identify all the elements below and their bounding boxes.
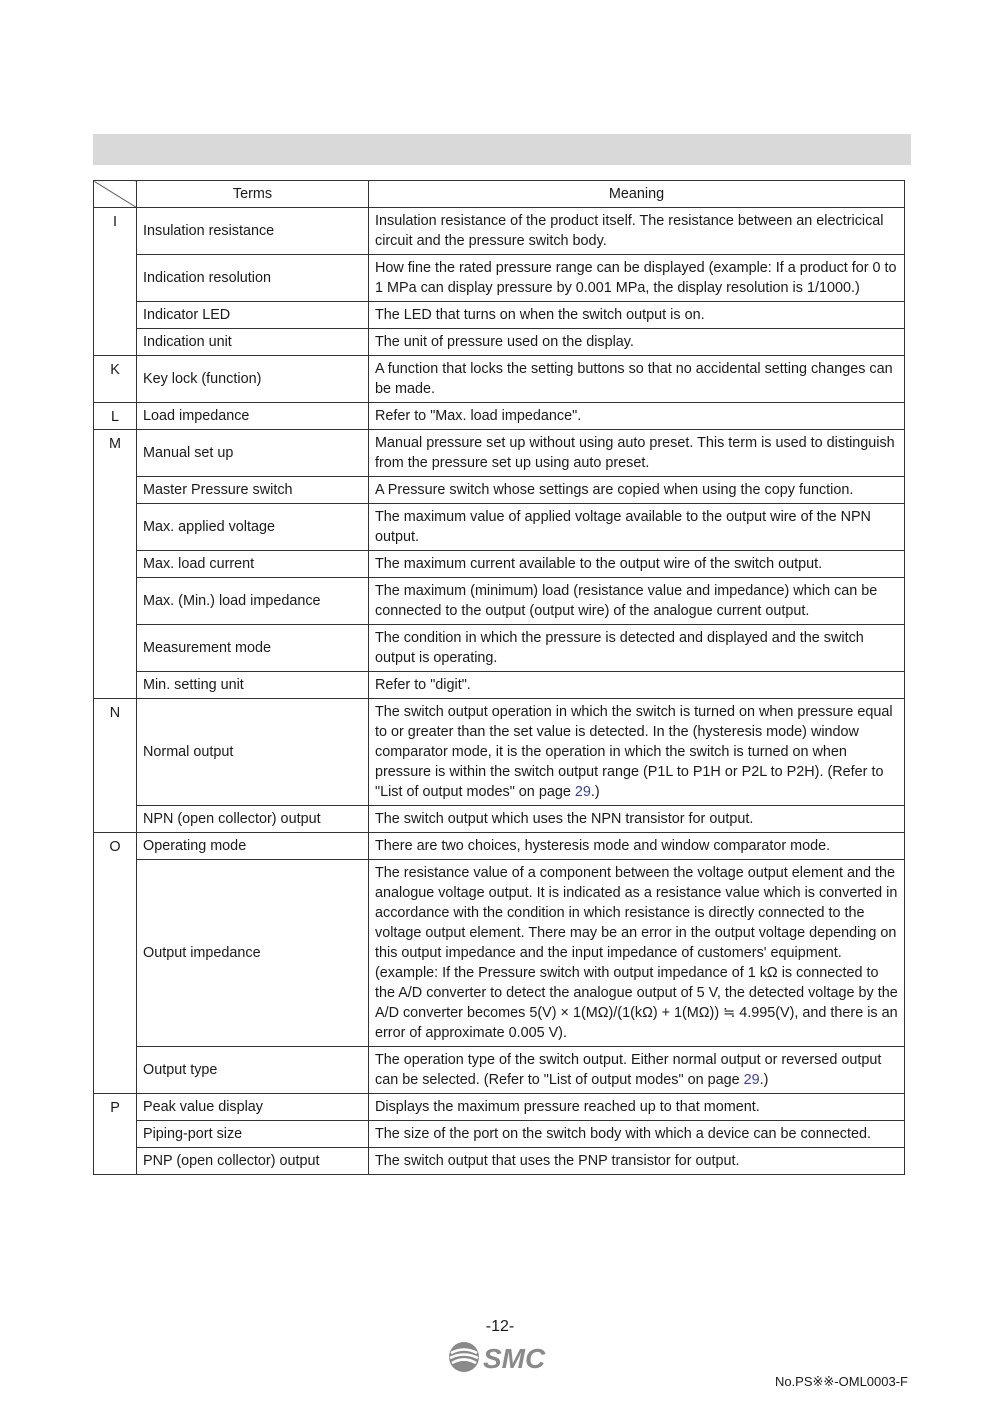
table-row	[94, 356, 905, 403]
table-row	[94, 806, 905, 833]
table-row	[94, 551, 905, 578]
meaning-text: The switch output that uses the PNP transistor for output.	[375, 1153, 740, 1169]
table-row	[94, 208, 905, 255]
term-cell: Min. setting unit	[137, 672, 369, 699]
meaning-cell	[369, 551, 905, 578]
table-row	[94, 430, 905, 477]
meaning-text: A function that locks the setting buttons so that no accidental setting changes can be made.	[375, 361, 893, 397]
meaning-cell	[369, 302, 905, 329]
term-cell: Master Pressure switch	[137, 477, 369, 504]
meaning-column-header: Meaning	[369, 181, 905, 208]
meaning-text: The maximum current available to the output wire of the switch output.	[375, 556, 823, 572]
meaning-suffix: .)	[759, 1072, 769, 1088]
index-letter: M	[94, 430, 137, 699]
meaning-text: A Pressure switch whose settings are copied when using the copy function.	[375, 482, 854, 498]
table-header-row	[94, 181, 905, 208]
table-row	[94, 578, 905, 625]
meaning-text: Refer to "Max. load impedance".	[375, 408, 582, 424]
term-cell: Operating mode	[137, 833, 369, 860]
terms-column-header: Terms	[137, 181, 369, 208]
meaning-text: The maximum (minimum) load (resistance value and impedance) which can be connected to the output (output wire) of the analogue current output.	[375, 583, 878, 619]
meaning-cell	[369, 625, 905, 672]
meaning-text: Displays the maximum pressure reached up to that moment.	[375, 1099, 760, 1115]
term-cell: Measurement mode	[137, 625, 369, 672]
table-row	[94, 302, 905, 329]
meaning-cell	[369, 1148, 905, 1175]
meaning-cell	[369, 1047, 905, 1094]
meaning-cell	[369, 430, 905, 477]
meaning-text: There are two choices, hysteresis mode and window comparator mode.	[375, 838, 831, 854]
meaning-text: The condition in which the pressure is detected and displayed and the switch output is operating.	[375, 630, 864, 666]
page-reference-link[interactable]: 29	[743, 1072, 760, 1088]
term-cell: Peak value display	[137, 1094, 369, 1121]
term-cell: Normal output	[137, 699, 369, 806]
index-letter: P	[94, 1094, 137, 1175]
table-row	[94, 699, 905, 806]
table-row	[94, 1148, 905, 1175]
smc-logo	[447, 1340, 557, 1374]
meaning-text: The switch output which uses the NPN transistor for output.	[375, 811, 754, 827]
meaning-cell	[369, 255, 905, 302]
document-number: No.PS※※-OML0003-F	[774, 1374, 908, 1389]
meaning-text: How fine the rated pressure range can be displayed (example: If a product for 0 to 1 MPa can display pressure by 0.001 MPa, the display resolution is 1/1000.)	[375, 260, 897, 296]
term-cell: PNP (open collector) output	[137, 1148, 369, 1175]
meaning-cell	[369, 833, 905, 860]
index-letter: L	[94, 403, 137, 430]
table-row	[94, 1047, 905, 1094]
meaning-text: Insulation resistance of the product itself. The resistance between an electricical circuit and the pressure switch body.	[375, 213, 884, 249]
meaning-cell	[369, 578, 905, 625]
page-reference-link[interactable]: 29	[574, 784, 591, 800]
term-cell: Indication unit	[137, 329, 369, 356]
term-cell: Manual set up	[137, 430, 369, 477]
index-letter: N	[94, 699, 137, 833]
term-cell: Insulation resistance	[137, 208, 369, 255]
meaning-cell	[369, 208, 905, 255]
table-row	[94, 1094, 905, 1121]
meaning-cell	[369, 806, 905, 833]
term-cell: Max. (Min.) load impedance	[137, 578, 369, 625]
term-cell: NPN (open collector) output	[137, 806, 369, 833]
term-cell: Piping-port size	[137, 1121, 369, 1148]
term-cell: Indication resolution	[137, 255, 369, 302]
term-cell: Output type	[137, 1047, 369, 1094]
meaning-text: The maximum value of applied voltage available to the output wire of the NPN output.	[375, 509, 871, 545]
table-row	[94, 625, 905, 672]
section-header-band	[93, 134, 911, 165]
table-row	[94, 329, 905, 356]
table-row	[94, 477, 905, 504]
term-cell: Max. applied voltage	[137, 504, 369, 551]
table-row	[94, 504, 905, 551]
table-row	[94, 255, 905, 302]
meaning-cell	[369, 699, 905, 806]
glossary-body	[94, 208, 905, 1175]
term-cell: Output impedance	[137, 860, 369, 1047]
meaning-text: The operation type of the switch output. Either normal output or reversed output can be selected. (Refer to "List of output modes" on page	[375, 1052, 882, 1088]
page-number: -12-	[485, 1318, 515, 1335]
table-row	[94, 833, 905, 860]
smc-swirl-icon	[449, 1342, 479, 1372]
meaning-text: Manual pressure set up without using auto preset. This term is used to distinguish from the pressure set up using auto preset.	[375, 435, 895, 471]
meaning-text: The unit of pressure used on the display.	[375, 334, 634, 350]
index-letter: O	[94, 833, 137, 1094]
meaning-text: The resistance value of a component between the voltage output element and the analogue voltage output. It is indicated as a resistance value which is converted in accordance with the condition in which resistance is directly connected to the voltage output element. There may be an error in the output voltage depending on this output impedance and the input impedance of customers' equipment. (example: If the Pressure switch with output impedance of 1 kΩ is connected to the A/D converter to detect the analogue output of 5 V, the detected voltage by the A/D converter becomes 5(V) × 1(MΩ)/(1(kΩ) + 1(MΩ)) ≒ 4.995(V), and there is an error of approximate 0.005 V).	[375, 865, 898, 1041]
meaning-cell	[369, 329, 905, 356]
table-row	[94, 672, 905, 699]
meaning-cell	[369, 504, 905, 551]
term-cell: Max. load current	[137, 551, 369, 578]
meaning-cell	[369, 672, 905, 699]
smc-logo-text: SMC	[483, 1343, 546, 1374]
meaning-cell	[369, 860, 905, 1047]
index-letter: K	[94, 356, 137, 403]
meaning-text: The LED that turns on when the switch output is on.	[375, 307, 705, 323]
meaning-cell	[369, 356, 905, 403]
meaning-text: The switch output operation in which the switch is turned on when pressure equal to or greater than the set value is detected. In the (hysteresis mode) window comparator mode, it is the operation in which the switch is turned on when pressure is within the switch output range (P1L to P1H or P2L to P2H). (Refer to "List of output modes" on page	[375, 704, 893, 800]
glossary-table	[93, 180, 905, 1175]
meaning-cell	[369, 403, 905, 430]
meaning-text: Refer to "digit".	[375, 677, 471, 693]
meaning-text: The size of the port on the switch body with which a device can be connected.	[375, 1126, 871, 1142]
corner-cell	[94, 181, 137, 208]
table-row	[94, 860, 905, 1047]
term-cell: Indicator LED	[137, 302, 369, 329]
meaning-suffix: .)	[590, 784, 600, 800]
meaning-cell	[369, 1121, 905, 1148]
meaning-cell	[369, 1094, 905, 1121]
table-row	[94, 1121, 905, 1148]
table-row	[94, 403, 905, 430]
term-cell: Load impedance	[137, 403, 369, 430]
index-letter: I	[94, 208, 137, 356]
term-cell: Key lock (function)	[137, 356, 369, 403]
meaning-cell	[369, 477, 905, 504]
